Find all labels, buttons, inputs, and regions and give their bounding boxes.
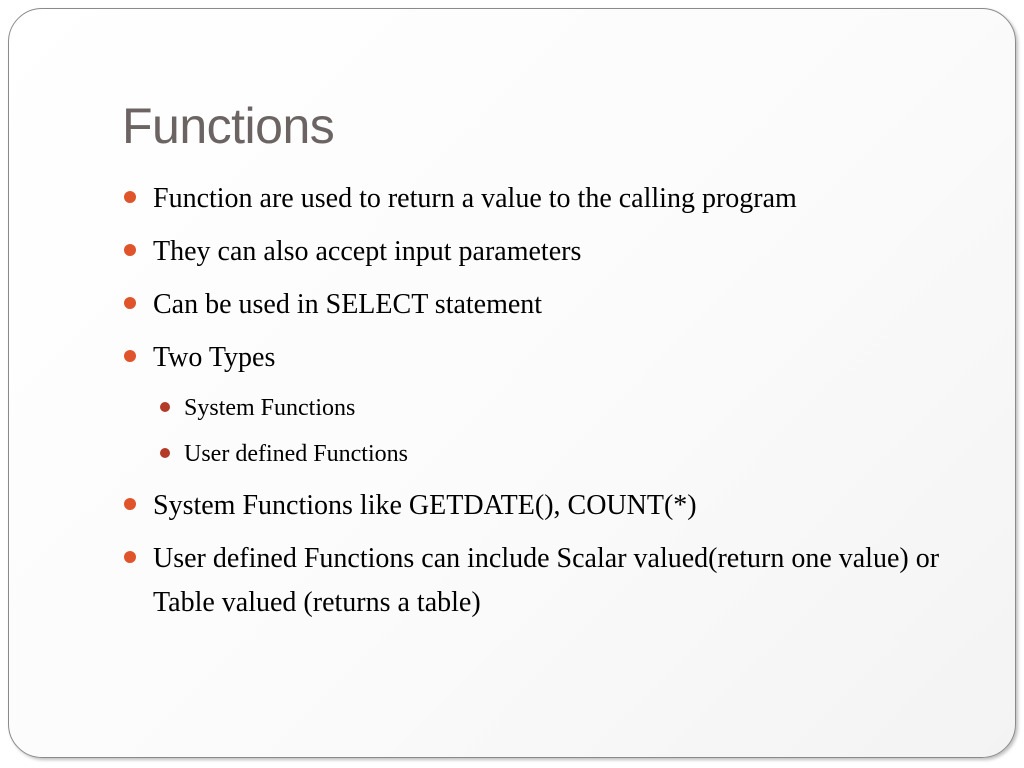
bullet-text: They can also accept input parameters: [153, 236, 582, 267]
bullet-point-icon: [124, 244, 136, 256]
bullet-text: Function are used to return a value to the calling program: [153, 183, 797, 214]
bullet-text: Can be used in SELECT statement: [153, 289, 543, 320]
slide: [8, 8, 1016, 758]
sub-bullet-item: [122, 389, 972, 427]
sub-bullet-text: User defined Functions: [184, 441, 408, 467]
bullet-item: [122, 283, 972, 327]
bullet-item: [122, 230, 972, 274]
bullet-text: Two Types: [153, 342, 276, 373]
sub-bullet-point-icon: [160, 448, 170, 458]
bullet-point-icon: [124, 498, 136, 510]
bullet-item: [122, 177, 972, 221]
bullet-list: [122, 177, 972, 634]
bullet-item: [122, 537, 972, 625]
bullet-point-icon: [124, 191, 136, 203]
bullet-text: User defined Functions can include Scalar valued(return one value) or Table valued (returns a table): [153, 543, 940, 618]
bullet-point-icon: [124, 551, 136, 563]
bullet-item: [122, 484, 972, 528]
bullet-text: System Functions like GETDATE(), COUNT(*): [153, 490, 697, 521]
bullet-point-icon: [124, 297, 136, 309]
sub-bullet-text: System Functions: [184, 395, 356, 421]
bullet-item: [122, 336, 972, 380]
bullet-point-icon: [124, 350, 136, 362]
slide-title: Functions: [122, 98, 335, 154]
sub-bullet-point-icon: [160, 402, 170, 412]
sub-bullet-item: [122, 435, 972, 473]
